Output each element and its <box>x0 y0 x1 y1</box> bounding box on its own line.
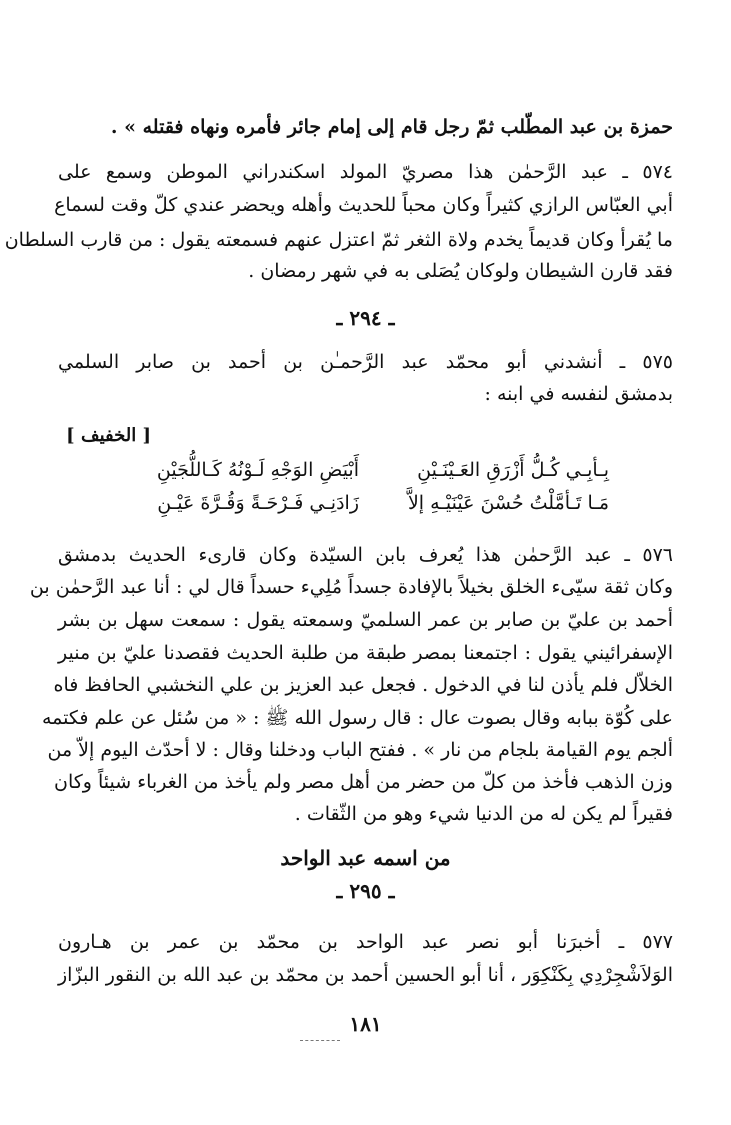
verse-line-2-right-hemistich: مَـا تَـأمَّلْتُ حُسْنَ عَيْنَيْـهِ إلاَّ <box>407 492 609 514</box>
entry-576-line-1: ٥٧٦ ـ عبد الرَّحمٰن هذا يُعرف بابن السيّدة وكان قارىء الحديث بدمشق <box>58 544 673 566</box>
text-line: حمزة بن عبد المطّلب ثمّ رجل قام إلى إمام جائر فأمره ونهاه فقتله » . <box>110 116 673 138</box>
entry-577-line-2: الوَلاَشْجِرْدِي بِكَنْكِوَر ، أنا أبو الحسين أحمد بن محمّد بن عبد الله بن النقور البزّاز <box>58 964 673 986</box>
page-number: ١٨١ <box>349 1012 382 1036</box>
section-number-295: ـ ٢٩٥ ـ <box>336 879 395 903</box>
entry-575-line-2: بدمشق لنفسه في ابنه : <box>484 383 673 405</box>
entry-574-line-3: ما يُقرأ وكان قديماً يخدم ولاة الثغر ثمّ اعتزل عنهم فسمعته يقول : من قارب السلطان <box>4 229 673 251</box>
verse-line-2-left-hemistich: زَادَنِـي فَـرْحَـةً وَقُـرَّةَ عَيْـنِ <box>157 492 359 514</box>
entry-576-line-8: وزن الذهب فأخذ من كلّ من حضر من أهل مصر ولم يأخذ من الغرباء شيئاً وكان <box>53 771 673 793</box>
entry-576-line-6: على كُوّة ببابه وقال بصوت عال : قال رسول الله ﷺ : « من سُئل عن علم فكتمه <box>41 707 673 729</box>
footer-rule <box>300 1040 340 1041</box>
entry-575-line-1: ٥٧٥ ـ أنشدني أبو محمّد عبد الرَّحمـٰن بن أحمد بن صابر السلمي <box>58 351 673 373</box>
entry-574-line-1: ٥٧٤ ـ عبد الرَّحمٰن هذا مصريّ المولد اسكندراني الموطن وسمع على <box>58 161 673 183</box>
poetic-meter-label: [ الخفيف ] <box>66 425 151 446</box>
entry-576-line-7: ألجم يوم القيامة بلجام من نار » . ففتح الباب ودخلنا وقال : لا أحدّث اليوم إلاّ من <box>47 739 673 761</box>
entry-577-line-1: ٥٧٧ ـ أخبرَنا أبو نصر عبد الواحد بن محمّد بن عمر بن هـارون <box>58 931 673 953</box>
entry-576-line-3: أحمد بن عليّ بن صابر بن عمر السلميّ وسمعته يقول : سمعت سهل بن بشر <box>58 609 673 631</box>
entry-574-line-2: أبي العبّاس الرازي كثيراً وكان محباً للحديث وأهله ويحضر عندي كلّ وقت لسماع <box>54 194 673 216</box>
entry-576-line-9: فقيراً لم يكن له من الدنيا شيء وهو من الثّقات . <box>294 803 673 825</box>
verse-line-1-right-hemistich: بِـأبِـي كُـلُّ أَزْرَقِ العَـيْنَـيْنِ <box>417 459 609 481</box>
entry-576-line-4: الإسفرائيني يقول : اجتمعنا بمصر طبقة من طلبة الحديث فقصدنا عليّ بن منير <box>58 642 673 664</box>
entry-576-line-5: الخلاّل فلم يأذن لنا في الدخول . فجعل عبد العزيز بن علي النخشبي الحافظ فاه <box>53 674 673 696</box>
entry-576-line-2: وكان ثقة سيّىء الخلق بخيلاً بالإفادة جسداً مُلِيء حسداً قال لي : أنا عبد الرَّحمٰن بن <box>29 576 673 598</box>
entry-574-line-4: فقد قارن الشيطان ولوكان يُصَلى به في شهر رمضان . <box>248 260 673 282</box>
verse-line-1-left-hemistich: أَبْيَضِ الوَجْهِ لَـوْنُهُ كَـاللُّجَيْنِ <box>156 459 359 481</box>
section-number-294: ـ ٢٩٤ ـ <box>336 306 395 330</box>
heading-abd-al-wahid: من اسمه عبد الواحد <box>280 846 451 870</box>
